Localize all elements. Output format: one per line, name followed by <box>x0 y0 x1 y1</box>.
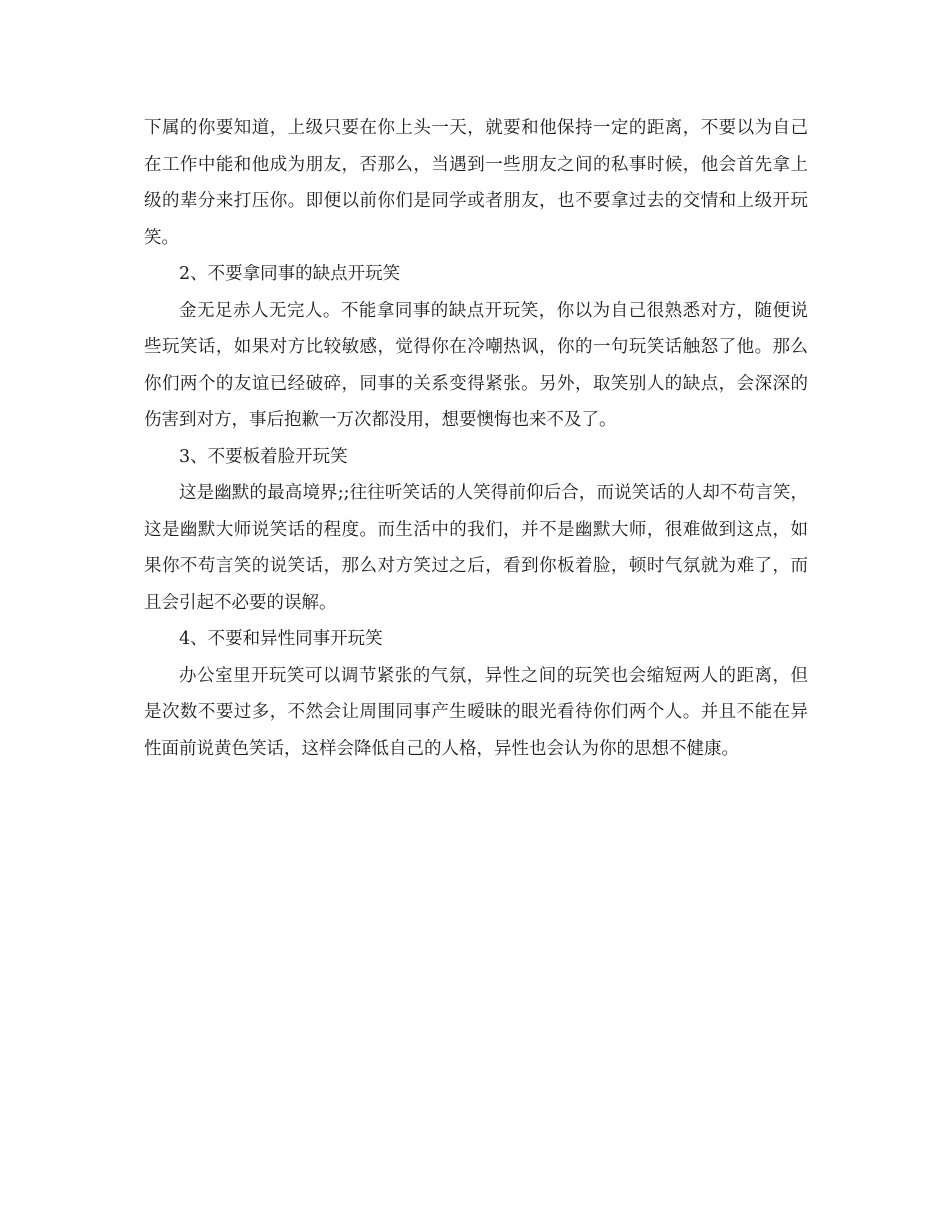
document-body <box>144 110 808 767</box>
section-heading-2: 2、不要拿同事的缺点开玩笑 <box>179 264 401 284</box>
paragraph-section-4: 办公室里开玩笑可以调节紧张的气氛，异性之间的玩笑也会缩短两人的距离，但是次数不要过多，不然会让周围同事产生暧昧的眼光看待你们两个人。并且不能在异性面前说黄色笑话，这样会降低自己的人格，异性也会认为你的思想不健康。 <box>144 665 808 759</box>
section-heading-3: 3、不要板着脸开玩笑 <box>179 446 348 467</box>
paragraph-section-2: 金无足赤人无完人。不能拿同事的缺点开玩笑，你以为自己很熟悉对方，随便说些玩笑话，如果对方比较敏感，觉得你在冷嘲热讽，你的一句玩笑话触怒了他。那么你们两个的友谊已经破碎，同事的关系变得紧张。另外，取笑别人的缺点，会深深的伤害到对方，事后抱歉一万次都没用，想要懊悔也来不及了。 <box>144 300 808 430</box>
section-heading-4: 4、不要和异性同事开玩笑 <box>179 629 383 649</box>
paragraph-continuation: 下属的你要知道，上级只要在你上头一天，就要和他保持一定的距离，不要以为自己在工作中能和他成为朋友，否那么，当遇到一些朋友之间的私事时候，他会首先拿上级的辈分来打压你。即便以前你们是同学或者朋友，也不要拿过去的交情和上级开玩笑。 <box>144 118 808 248</box>
paragraph-section-3: 这是幽默的最高境界;;往往听笑话的人笑得前仰后合，而说笑话的人却不苟言笑，这是幽默大师说笑话的程度。而生活中的我们，并不是幽默大师，很难做到这点，如果你不苟言笑的说笑话，那么对方笑过之后，看到你板着脸，顿时气氛就为难了，而且会引起不必要的误解。 <box>144 483 808 613</box>
